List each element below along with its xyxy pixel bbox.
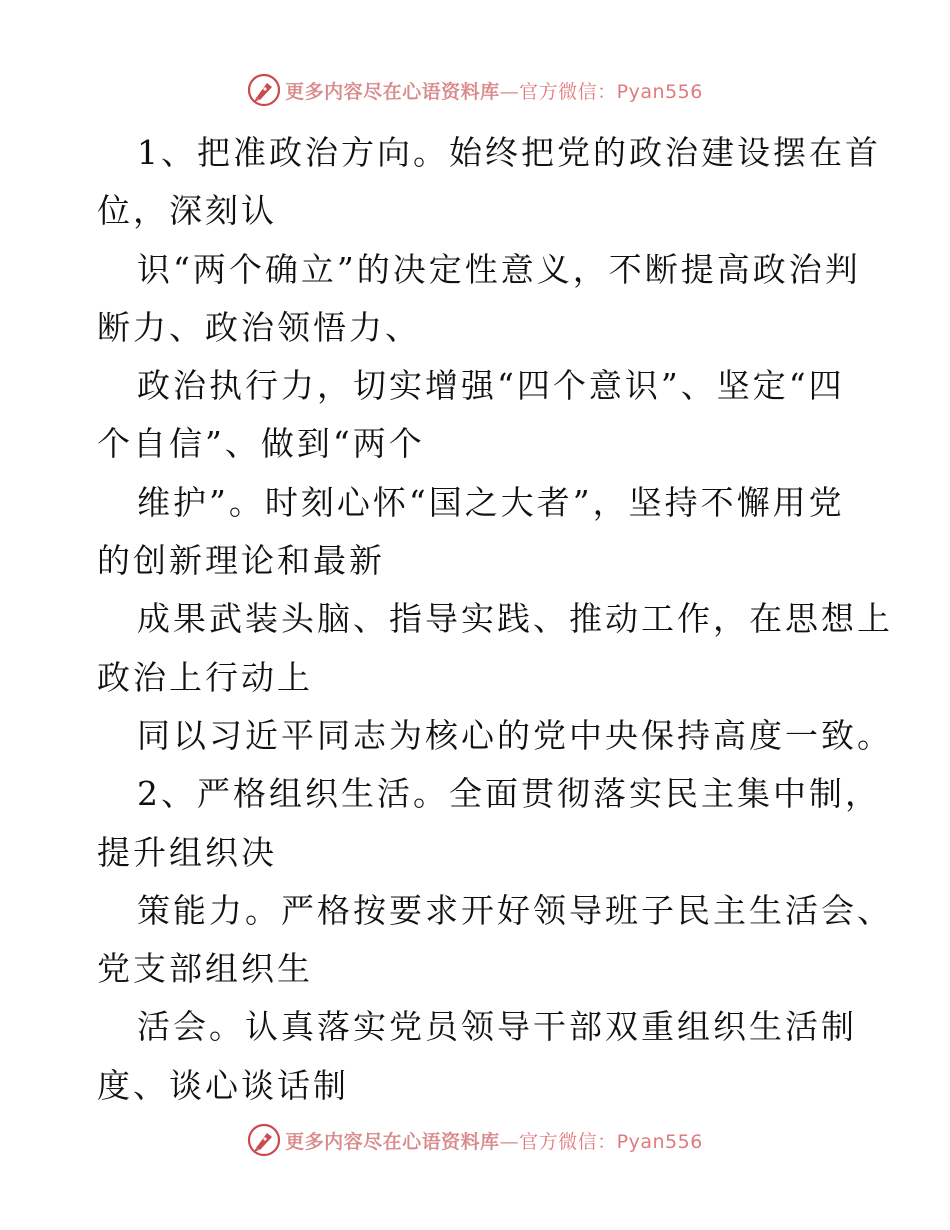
banner-text	[285, 1127, 703, 1154]
banner-separator: —	[499, 80, 520, 103]
text-line: 成果武装头脑、指导实践、推动工作，在思想上	[137, 599, 893, 639]
text-line: 策能力。严格按要求开好领导班子民主生活会、	[137, 890, 893, 930]
text-line: 度、谈心谈话制	[97, 1065, 349, 1105]
text-line: 的创新理论和最新	[97, 541, 385, 581]
text-line: 同以习近平同志为核心的党中央保持高度一致。	[137, 715, 893, 755]
pen-nib-logo-icon	[247, 1123, 281, 1157]
banner-contact: 官方微信：Pyan556	[519, 80, 703, 103]
banner-brand: 更多内容尽在心语资料库	[285, 80, 500, 103]
banner-text	[285, 77, 703, 104]
text-line: 识“两个确立”的决定性意义，不断提高政治判	[137, 249, 861, 289]
text-line: 位，深刻认	[97, 191, 277, 231]
text-line: 个自信”、做到“两个	[97, 424, 425, 464]
text-line: 政治执行力，切实增强“四个意识”、坚定“四	[137, 366, 845, 406]
text-line: 1、把准政治方向。始终把党的政治建设摆在首	[137, 133, 881, 172]
banner-contact: 官方微信：Pyan556	[519, 1130, 703, 1153]
footer-banner	[0, 1120, 950, 1160]
text-line: 提升组织决	[97, 832, 277, 872]
text-line: 政治上行动上	[97, 657, 313, 697]
header-banner	[0, 70, 950, 110]
text-line: 2、严格组织生活。全面贯彻落实民主集中制，	[137, 774, 881, 814]
text-line: 活会。认真落实党员领导干部双重组织生活制	[137, 1007, 857, 1047]
pen-nib-logo-icon	[247, 73, 281, 107]
text-line: 维护”。时刻心怀“国之大者”，坚持不懈用党	[137, 482, 845, 522]
text-line: 党支部组织生	[97, 949, 313, 989]
body-text	[97, 124, 893, 1115]
banner-separator: —	[499, 1130, 520, 1153]
banner-brand: 更多内容尽在心语资料库	[285, 1130, 500, 1153]
text-line: 断力、政治领悟力、	[97, 307, 421, 347]
